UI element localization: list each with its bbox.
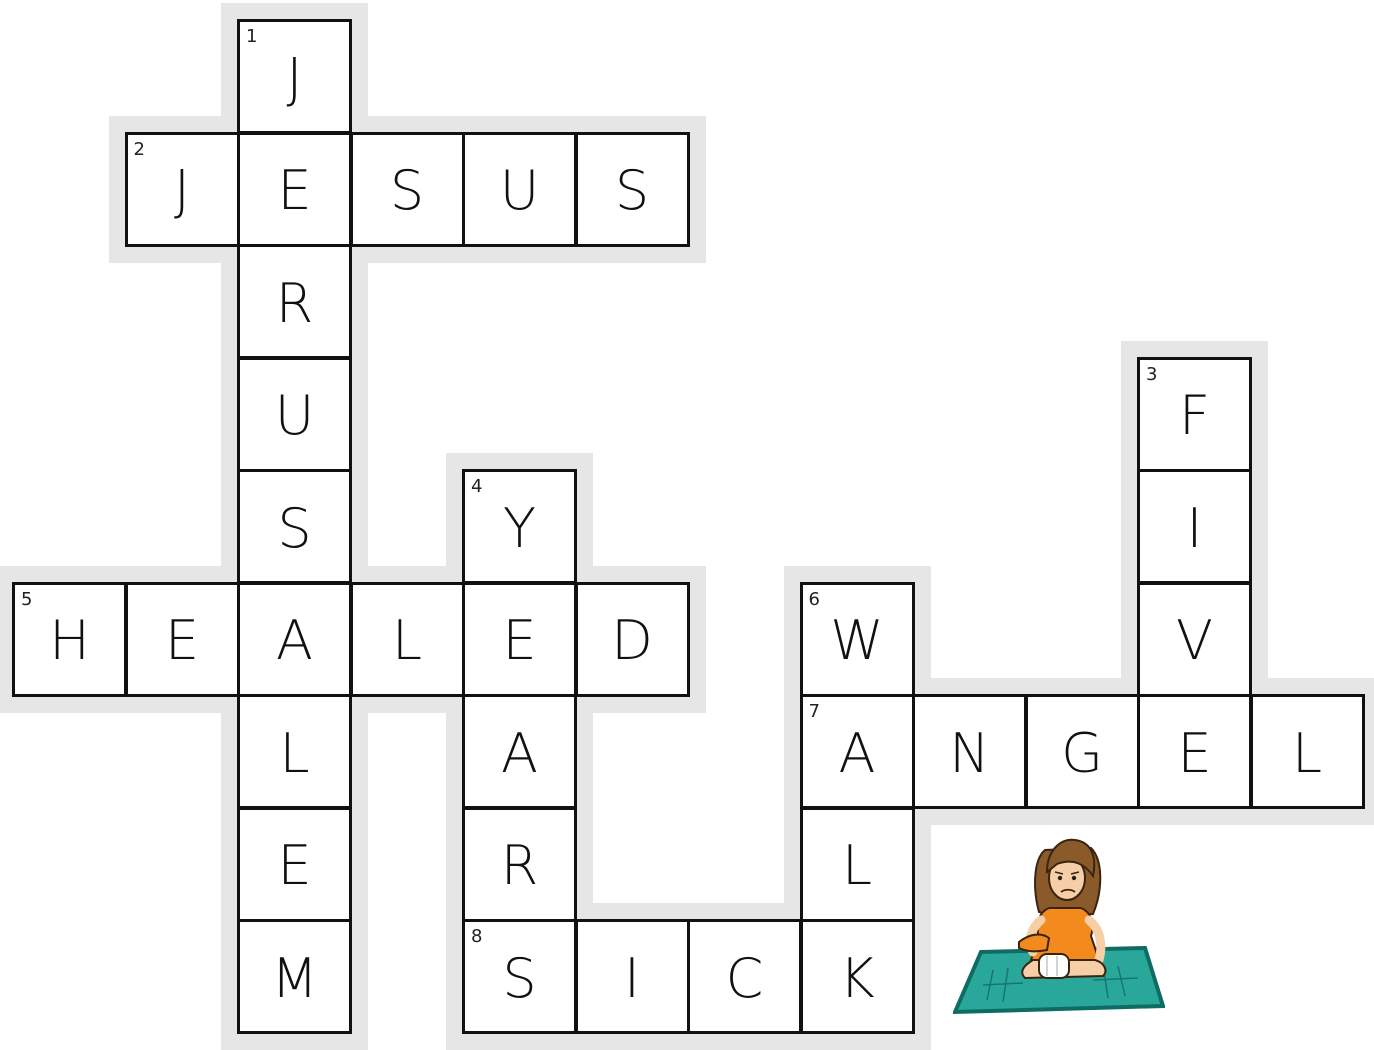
cell-letter: L: [240, 727, 349, 781]
crossword-cell[interactable]: [800, 582, 915, 697]
crossword-cell[interactable]: [462, 582, 577, 697]
cell-letter: S: [578, 164, 687, 218]
cell-letter: E: [1140, 727, 1249, 781]
clue-number: 2: [134, 141, 145, 159]
crossword-cell[interactable]: [462, 694, 577, 809]
cell-letter: W: [803, 614, 912, 668]
cell-letter: L: [353, 614, 462, 668]
crossword-cell[interactable]: [912, 694, 1027, 809]
crossword-cell[interactable]: [575, 132, 690, 247]
cell-letter: M: [240, 952, 349, 1006]
cell-letter: S: [353, 164, 462, 218]
cell-letter: D: [578, 614, 687, 668]
cell-letter: C: [690, 952, 799, 1006]
clue-number: 3: [1146, 366, 1157, 384]
crossword-cell[interactable]: [800, 807, 915, 922]
cell-letter: J: [128, 164, 237, 218]
crossword-cell[interactable]: [237, 469, 352, 584]
clue-number: 7: [809, 703, 820, 721]
cell-letter: R: [240, 277, 349, 331]
cell-letter: E: [240, 839, 349, 893]
crossword-cell[interactable]: [1025, 694, 1140, 809]
crossword-cell[interactable]: [1137, 694, 1252, 809]
sick-girl-on-mat-icon: [953, 820, 1165, 1020]
cell-letter: S: [465, 952, 574, 1006]
crossword-cell[interactable]: [237, 19, 352, 134]
crossword-cell[interactable]: [237, 807, 352, 922]
cell-letter: U: [240, 389, 349, 443]
crossword-cell[interactable]: [237, 582, 352, 697]
cell-letter: N: [915, 727, 1024, 781]
cell-letter: J: [240, 52, 349, 106]
cell-letter: L: [1253, 727, 1362, 781]
clue-number: 5: [21, 591, 32, 609]
crossword-cell[interactable]: [237, 357, 352, 472]
cell-letter: V: [1140, 614, 1249, 668]
cell-letter: L: [803, 839, 912, 893]
cell-letter: I: [1140, 502, 1249, 556]
cell-letter: K: [803, 952, 912, 1006]
cell-letter: G: [1028, 727, 1137, 781]
crossword-cell[interactable]: [237, 919, 352, 1034]
clue-number: 1: [246, 28, 257, 46]
crossword-cell[interactable]: [687, 919, 802, 1034]
cell-letter: E: [465, 614, 574, 668]
cell-letter: A: [803, 727, 912, 781]
crossword-cell[interactable]: [575, 919, 690, 1034]
crossword-cell[interactable]: [125, 582, 240, 697]
cell-letter: A: [465, 727, 574, 781]
crossword-cell[interactable]: [237, 694, 352, 809]
crossword-cell[interactable]: [1250, 694, 1365, 809]
crossword-cell[interactable]: [800, 919, 915, 1034]
clue-number: 4: [471, 478, 482, 496]
cell-letter: F: [1140, 389, 1249, 443]
crossword-cell[interactable]: [462, 132, 577, 247]
crossword-cell[interactable]: [462, 807, 577, 922]
cell-letter: A: [240, 614, 349, 668]
cell-letter: R: [465, 839, 574, 893]
crossword-cell[interactable]: [1137, 469, 1252, 584]
cell-letter: E: [240, 164, 349, 218]
cell-letter: S: [240, 502, 349, 556]
crossword-cell[interactable]: [237, 244, 352, 359]
crossword-cell[interactable]: [1137, 582, 1252, 697]
cell-letter: H: [15, 614, 124, 668]
crossword-cell[interactable]: [462, 469, 577, 584]
crossword-cell[interactable]: [350, 582, 465, 697]
crossword-cell[interactable]: [800, 694, 915, 809]
clue-number: 6: [809, 591, 820, 609]
crossword-cell[interactable]: [350, 132, 465, 247]
crossword-cell[interactable]: [575, 582, 690, 697]
crossword-cell[interactable]: [462, 919, 577, 1034]
cell-letter: U: [465, 164, 574, 218]
crossword-cell[interactable]: [12, 582, 127, 697]
cell-letter: Y: [465, 502, 574, 556]
crossword-cell[interactable]: [237, 132, 352, 247]
cell-letter: E: [128, 614, 237, 668]
crossword-cell[interactable]: [1137, 357, 1252, 472]
bandage: [1039, 954, 1069, 978]
cell-letter: I: [578, 952, 687, 1006]
clue-number: 8: [471, 928, 482, 946]
crossword-cell[interactable]: [125, 132, 240, 247]
